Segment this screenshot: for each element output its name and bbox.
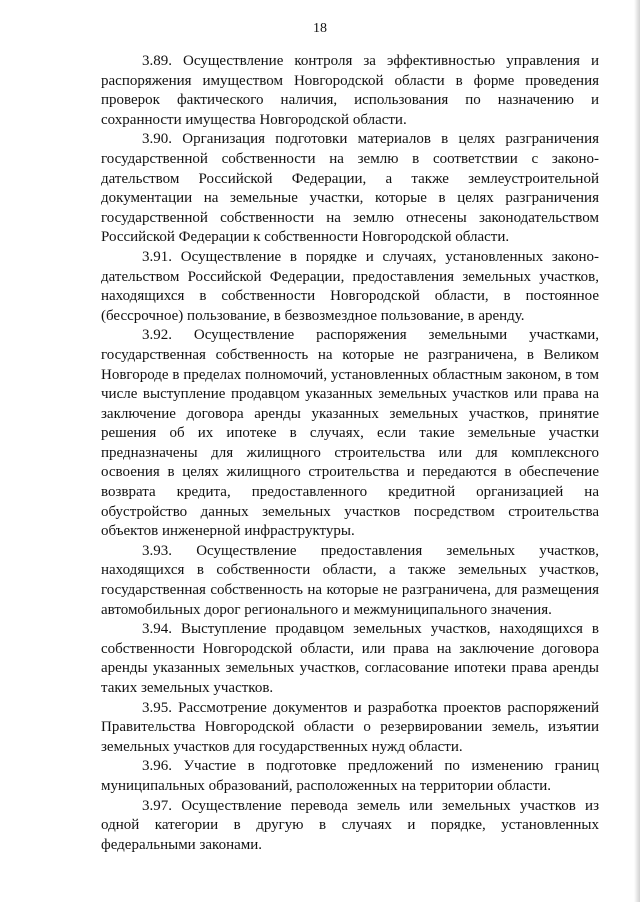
paragraph-3-93 — [101, 542, 599, 620]
paragraph-number: 3.94. — [142, 621, 172, 638]
paragraph-number: 3.91. — [142, 248, 172, 265]
paragraph-text: Осуществление в порядке и случаях, установленных законо-дательством Российской Федерации, предоставления земельных участков, находящихся в собственности Новгородской области, в постоянное (бессрочное) пользование, в безвозмездное пользование, в аренду. — [101, 248, 599, 324]
paragraph-number: 3.95. — [142, 699, 172, 716]
paragraph-3-97 — [101, 797, 599, 856]
paragraph-3-89 — [101, 52, 599, 130]
paragraph-3-92 — [101, 326, 599, 542]
paragraph-text: Выступление продавцом земельных участков, находящихся в собственности Новгородской области, или права на заключение договора аренды указанных земельных участков, согласование ипотеки права аренды таких земельных участков. — [101, 621, 599, 696]
paragraph-text: Рассмотрение документов и разработка проектов распоряжений Правительства Новгородской области о резервировании земель, изъятии земельных участков для государственных нужд области. — [101, 699, 599, 755]
scan-edge-shadow — [634, 0, 640, 902]
page-number: 18 — [313, 21, 327, 36]
paragraph-number: 3.92. — [142, 327, 172, 344]
paragraph-number: 3.93. — [142, 542, 172, 559]
paragraph-number: 3.89. — [142, 53, 172, 69]
document-body — [101, 52, 599, 855]
paragraph-text: Организация подготовки материалов в целях разграничения государственной собственности на землю в соответствии с законо-дательством Российской Федерации, а также землеустроительной документации на земельные участки, которые в целях разграничения государственной собственности на землю отнесены законодательством Российской Федерации к собственности Новгородской области. — [101, 131, 599, 246]
paragraph-text: Осуществление контроля за эффективностью управления и распоряжения имуществом Новгородской области в форме проведения проверок фактического наличия, использования по назначению и сохранности имущества Новгородской области. — [101, 53, 600, 128]
paragraph-number: 3.90. — [142, 131, 172, 148]
paragraph-number: 3.96. — [142, 758, 172, 775]
paragraph-3-90 — [101, 130, 599, 248]
paragraph-text: Осуществление перевода земель или земельных участков из одной категории в другую в случаях и порядке, установленных федеральными законами. — [101, 797, 600, 853]
paragraph-3-96 — [101, 757, 599, 796]
paragraph-3-91 — [101, 248, 599, 326]
paragraph-text: Осуществление распоряжения земельными участками, государственная собственность на которые не разграничена, в Великом Новгороде в пределах полномочий, установленных областным законом, в том числе выступление продавцом указанных земельных участков или права на заключение договора аренды указанных земельных участков, принятие решения об их ипотеке в случаях, если такие земельные участки предназначены для жилищного строительства или для комплексного освоения в целях жилищного строительства и передаются в обеспечение возврата кредита, предоставленного кредитной организацией на обустройство данных земельных участков посредством строительства объектов инженерной инфраструктуры. — [101, 327, 599, 540]
paragraph-text: Участие в подготовке предложений по изменению границ муниципальных образований, расположенных на территории области. — [101, 758, 600, 794]
paragraph-3-95 — [101, 699, 599, 758]
paragraph-text: Осуществление предоставления земельных участков, находящихся в собственности области, а также земельных участков, государственная собственность на которые не разграничена, для размещения автомобильных дорог регионального и межмуниципального значения. — [101, 542, 600, 618]
paragraph-number: 3.97. — [142, 797, 172, 814]
paragraph-3-94 — [101, 620, 599, 698]
